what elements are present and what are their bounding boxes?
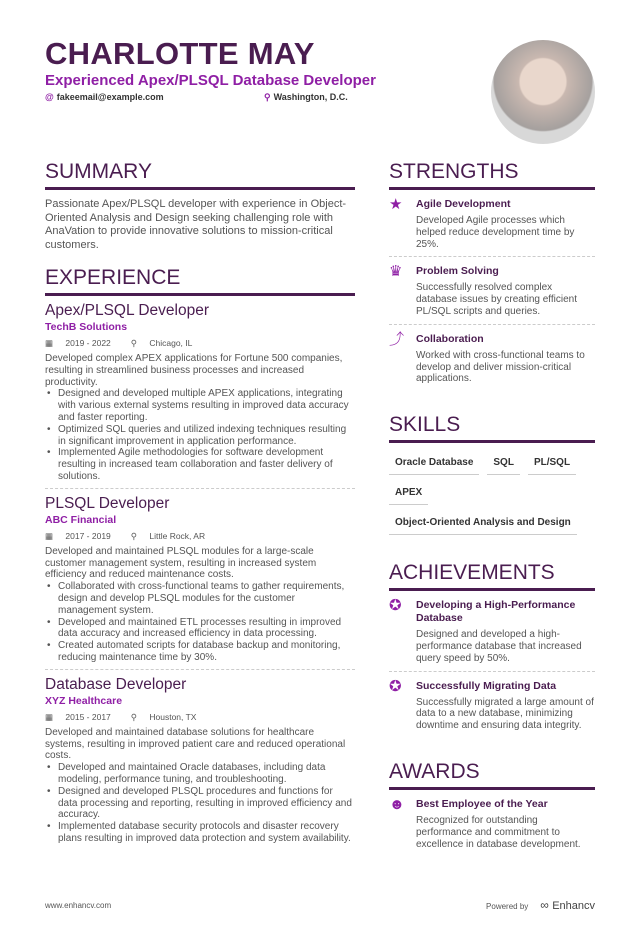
awards-item (389, 790, 595, 856)
strengths-item (389, 257, 595, 324)
experience-section (45, 266, 355, 850)
location-text: Washington, D.C. (273, 92, 348, 102)
location-pin-icon: ⚲ (130, 530, 140, 541)
company-name: XYZ Healthcare (45, 694, 123, 707)
company-name: ABC Financial (45, 513, 117, 526)
job-meta (45, 712, 355, 723)
enhancv-brand: Enhancv (552, 900, 595, 913)
achievements-item-title: Successfully Migrating Data (416, 679, 557, 692)
achievements-item-text: Designed and developed a high-performance database that increased query speed by 50%. (416, 629, 582, 664)
job-dates (45, 531, 121, 541)
skills-heading: SKILLS (389, 413, 595, 443)
dates-text: 2019 - 2022 (65, 338, 111, 348)
strengths-item-title: Agile Development (416, 198, 511, 210)
location-pin-icon: ⚲ (264, 92, 271, 102)
job-location (131, 531, 215, 541)
job-bullets (45, 388, 355, 482)
skill-tag: Object-Oriented Analysis and Design (389, 509, 577, 535)
job-description: Developed and maintained database solutions for healthcare systems, resulting in improved patient care and reduced operational costs. (45, 726, 346, 762)
bullet-item: • Developed and maintained Oracle databases, including data modeling, performance tuning, and troubleshooting. (45, 762, 355, 786)
strengths-item-body (416, 333, 595, 385)
achievements-list (389, 591, 595, 738)
strengths-item-text: Worked with cross-functional teams to develop and deliver mission-critical applications. (416, 349, 585, 385)
bullet-item: • Created automated scripts for database backup and monitoring, reducing maintenance time by 30%. (45, 640, 355, 664)
achievements-item (389, 591, 595, 671)
location-text: Houston, TX (149, 711, 197, 722)
job-entry (45, 495, 355, 670)
footer-powered-by (486, 898, 595, 912)
star-icon: ★ (389, 196, 403, 213)
awards-item-title: Best Employee of the Year (416, 797, 548, 810)
calendar-icon: ▦ (45, 711, 56, 722)
achievements-item (389, 672, 595, 738)
candidate-name: CHARLOTTE MAY (45, 36, 315, 71)
medal-icon: ✪ (389, 677, 402, 695)
left-column (45, 160, 355, 878)
achievements-section (389, 561, 595, 738)
location-pin-icon: ⚲ (130, 338, 140, 348)
bullet-item: • Designed and developed PLSQL procedures and functions for data processing and reporting, resulting in improved efficiency and accuracy. (45, 786, 355, 821)
job-description: Developed and maintained PLSQL modules for a large-scale customer management system, resulting in increased system efficiency and reduced maintenance costs. (45, 545, 317, 581)
enhancv-logo-icon: ∞ (540, 898, 553, 913)
strengths-item-body (416, 265, 595, 317)
footer-website[interactable]: www.enhancv.com (45, 900, 112, 910)
job-title: PLSQL Developer (45, 494, 170, 512)
strengths-item (389, 325, 595, 391)
strengths-item-title: Collaboration (416, 332, 484, 345)
achievements-item-text: Successfully migrated a large amount of data to a new database, minimizing downtime and ensuring data integrity. (416, 696, 594, 732)
job-title: Database Developer (45, 675, 187, 693)
location-text: Little Rock, AR (149, 530, 206, 541)
achievements-heading: ACHIEVEMENTS (389, 561, 595, 591)
dates-text: 2015 - 2017 (65, 711, 111, 722)
bullet-item: • Optimized SQL queries and utilized indexing techniques resulting in significant improvement in application performance. (45, 424, 355, 448)
job-location (131, 338, 203, 348)
calendar-icon: ▦ (45, 530, 56, 541)
bullet-item: • Designed and developed multiple APEX applications, integrating with various external systems resulting in improved data accuracy and faster reporting. (45, 388, 355, 423)
location-pin-icon: ⚲ (130, 711, 140, 722)
bullet-item: • Developed and maintained ETL processes resulting in improved data accuracy and increased efficiency in data processing. (45, 617, 355, 641)
achievements-item-title: Developing a High-Performance Database (416, 599, 576, 625)
job-bullets (45, 581, 355, 664)
strengths-item-text: Developed Agile processes which helped reduce development time by 25%. (416, 215, 575, 250)
calendar-icon: ▦ (45, 338, 56, 348)
powered-by-text: Powered by (486, 902, 529, 912)
profile-photo (491, 40, 595, 144)
dates-text: 2017 - 2019 (65, 530, 111, 541)
at-icon: @ (45, 92, 54, 102)
location-contact (264, 92, 348, 103)
skills-section (389, 413, 595, 539)
job-description: Developed complex APEX applications for Fortune 500 companies, resulting in streamlined business processes and increased productivity. (45, 353, 343, 388)
path-icon: ⤴ (389, 330, 405, 348)
summary-text: Passionate Apex/PLSQL developer with experience in Object-Oriented Analysis and Design seeking challenging role with AnaVation to provide innovative solutions to mission-critical customers. (45, 198, 347, 251)
bullet-item: • Implemented Agile methodologies for software development resulting in increased team collaboration and faster delivery of solutions. (45, 447, 355, 482)
skill-tag: APEX (389, 479, 428, 505)
job-list (45, 302, 355, 850)
trophy-icon: ♛ (389, 263, 403, 281)
skill-tag: PL/SQL (528, 449, 576, 475)
job-meta (45, 338, 355, 349)
right-column (389, 160, 595, 878)
medal-icon: ✪ (389, 597, 402, 615)
strengths-list (389, 190, 595, 391)
email-contact (45, 92, 164, 102)
job-dates (45, 712, 121, 722)
strengths-item (389, 190, 595, 257)
job-entry (45, 302, 355, 489)
strengths-item-title: Problem Solving (416, 265, 499, 278)
summary-section (45, 160, 355, 252)
strengths-section (389, 160, 595, 391)
job-entry (45, 676, 355, 850)
skills-list (389, 449, 595, 539)
company-name: TechB Solutions (45, 321, 128, 333)
awards-list (389, 790, 595, 856)
awards-section (389, 760, 595, 856)
summary-heading: SUMMARY (45, 160, 355, 190)
achievements-item-body (416, 599, 595, 664)
head-icon: ☻ (389, 795, 405, 813)
strengths-heading: STRENGTHS (389, 160, 595, 190)
strengths-item-text: Successfully resolved complex database issues by creating efficient PL/SQL scripts and queries. (416, 282, 578, 317)
awards-heading: AWARDS (389, 760, 595, 790)
email-text: fakeemail@example.com (56, 92, 164, 102)
footer (0, 878, 640, 946)
bullet-item: • Implemented database security protocols and disaster recovery plans resulting in improved data protection and system availability. (45, 821, 355, 845)
bullet-item: • Collaborated with cross-functional teams to gather requirements, design and develop PLSQL modules for the customer management system. (45, 581, 355, 616)
achievements-item-body (416, 680, 595, 732)
job-location (131, 712, 207, 722)
job-dates (45, 338, 121, 348)
awards-item-text: Recognized for outstanding performance and commitment to excellence in database development. (416, 814, 581, 850)
job-bullets (45, 762, 355, 845)
skill-tag: Oracle Database (389, 449, 479, 475)
awards-item-body (416, 798, 595, 850)
resume-columns (0, 160, 640, 878)
experience-heading: EXPERIENCE (45, 266, 355, 296)
strengths-item-body (416, 198, 595, 250)
job-meta (45, 531, 355, 542)
skill-tag: SQL (487, 449, 520, 475)
job-title: Apex/PLSQL Developer (45, 302, 209, 319)
candidate-title: Experienced Apex/PLSQL Database Developer (45, 72, 376, 89)
location-text: Chicago, IL (149, 338, 193, 348)
